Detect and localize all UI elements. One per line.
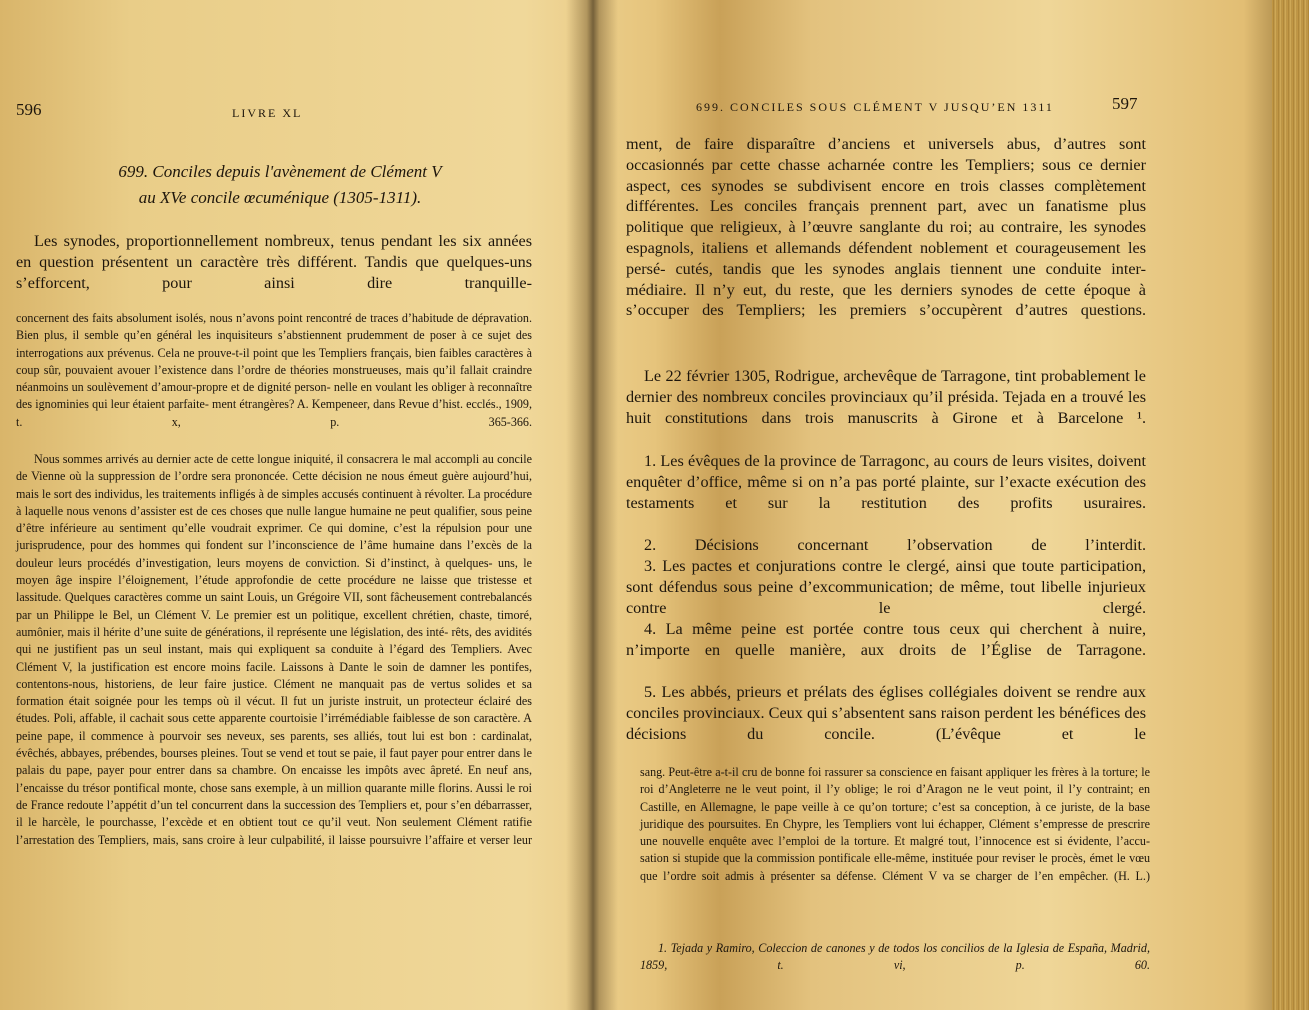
text-line: à nuire, n’importe en quelle manière, aux droits de l’Église de <box>626 620 1147 659</box>
text-line: médiaire. Il n’y eut, du reste, que les derniers synodes de cette <box>626 280 1076 299</box>
text-line: époque à s’occuper des Templiers; les premiers s’occupèrent <box>626 280 1146 320</box>
text-line: de España, Madrid, 1859, t. vi, p. 60. <box>640 941 1150 973</box>
text-line: sanglante du roi; au contraire, les synodes espagnols, italiens <box>626 218 1147 257</box>
page-edges <box>1272 0 1309 1010</box>
text-line: 4. La même peine est portée contre tous ceux qui cherchent <box>644 620 1083 638</box>
text-line: uns, le moyen âge inspire l’éloignement, l’étude approfondie de cette procédure <box>16 555 532 588</box>
paragraph-synodes <box>626 134 1146 342</box>
text-line: historiens, de leur faire justice. Clément ne manquait pas de vertus solides <box>104 676 501 691</box>
text-line: mais il hérite d’une suite de générations, il représente une législation, des inté- <box>67 624 449 639</box>
text-line: fallait craindre néanmoins un soulèvement d’amour-propre et de dignité person- <box>16 362 532 395</box>
text-line: Le 22 février 1305, Rodrigue, archevêque de Tarragone, tint <box>644 367 1037 385</box>
section-title-line2: au XVe concile œcuménique (1305-1311). <box>138 188 422 207</box>
text-line: visites, doivent enquêter d’office, même si on n’a pas porté plainte, <box>626 452 1147 491</box>
text-line: présida. Tejada en a trouvé les huit constitutions dans trois <box>626 387 1146 427</box>
text-line: Nous sommes arrivés au dernier acte de cette longue iniquité, il consacrera le <box>34 452 411 466</box>
text-line: 3. Les pactes et conjurations contre le clergé, ainsi que toute <box>644 557 1055 575</box>
text-line: 1. Tejada y Ramiro, Coleccion de canones y de todos los concilios de la Iglesia <box>658 941 1050 955</box>
text-line: Tarragone. <box>1076 640 1146 659</box>
footnote-continuation-2 <box>16 451 532 866</box>
text-line: nelle en voulant les obliger à reconnaître des ignominies qui leur étaient parfaite- <box>16 380 532 412</box>
right-page <box>600 0 1172 1010</box>
constitution-item-1 <box>626 451 1146 534</box>
text-line: rêts, des avidités qui ne justifient pas un seul instant, mais qui expliquent sa <box>16 624 532 657</box>
text-line: sont occasionnés par cette chasse acharnée contre les Templiers; <box>626 135 1147 174</box>
text-line: sation si stupide que la commission pontificale elle-même, instituée pour <box>640 851 999 866</box>
text-line: cutés, tandis que les synodes anglais tiennent une conduite inter- <box>675 259 1147 278</box>
text-line: profits usuraires. <box>1010 493 1147 512</box>
footnote-1 <box>640 940 1150 992</box>
text-line: sang. Peut-être a-t-il cru de bonne foi rassurer sa conscience en faisant <box>640 765 983 779</box>
footnote-continuation-1 <box>16 310 532 448</box>
text-line: Les synodes, proportionnellement nombreux, tenus pendant les <box>34 232 457 250</box>
text-line: d’habitude de dépravation. Bien plus, il semble qu’en général les inquisiteurs <box>16 311 532 343</box>
text-line: un protecteur éclairé des études. Poli, affable, il cachait sous cette apparente <box>16 694 532 726</box>
text-line: six années en question présentent un caractère très différent. <box>16 232 532 271</box>
text-line: manuscrits à Girone et à Barcelone ¹. <box>847 408 1146 427</box>
text-line: d’autres questions. <box>1015 301 1146 320</box>
text-line: concernent des faits absolument isolés, nous n’avons point rencontré de traces <box>16 311 399 325</box>
text-line: un Grégoire VII, sont fâcheusement contrebalancés par un Philippe le Bel, un <box>16 590 532 622</box>
text-line: ment étrangères? A. Kempeneer, dans Revue d’hist. ecclés., 1909, t. x, p. 365-366. <box>16 397 532 429</box>
text-line: perdent les bénéfices des décisions du concile. (L’évêque et le <box>626 703 1147 743</box>
right-page-number: 597 <box>1112 94 1138 113</box>
text-line: et allemands défendent noblement et courageusement les persé- <box>626 238 1147 278</box>
constitution-item-4 <box>626 619 1146 681</box>
text-line: reviser le procès, émet le vœu que l’ordre soit admis à présenter sa <box>640 851 1150 883</box>
text-line: Cette décision ne nous émeut guère aujourd’hui, mais le sort des individus, les <box>16 469 533 501</box>
text-line: sans croire à leur culpabilité, il laisse poursuivre l’affaire et verser leur <box>182 832 532 847</box>
text-line: mal accompli au concile de Vienne où la suppression de l’ordre sera prononcée. <box>16 452 532 484</box>
right-running-head: 699. CONCILES SOUS CLÉMENT V JUSQU’EN 1311 <box>696 100 1054 114</box>
text-line: 5. Les abbés, prieurs et prélats des églises collégiales doivent se <box>644 683 1071 701</box>
text-line: redoute l’appétit d’un tel concurrent dans la succession des Templiers et, pour <box>67 797 448 812</box>
section-title-line1: 699. Conciles depuis l'avènement de Clément V <box>118 162 442 181</box>
text-line: courtoisie l’irrémédiable faiblesse de son caractère. A peine pape, il commence à <box>16 711 532 743</box>
text-line: fondent sur l’inconscience de l’âme humaine dans l’excès de la douleur leurs <box>16 538 532 570</box>
text-line: rendre aux conciles provinciaux. Ceux qui s’absentent sans raison <box>626 683 1146 722</box>
text-line: et sa formation était soignée pour les temps où il vécut. Il fut un juriste instruit, <box>16 676 532 709</box>
text-line: probablement le dernier des nombreux conciles provinciaux qu’il <box>626 367 1146 406</box>
constitution-item-5 <box>626 682 1146 765</box>
text-line: participation, sont défendus sous peine d’excommunication; de <box>626 557 1147 596</box>
text-line: ne laisse que tristesse et lassitude. Quelques caractères comme un saint Louis, <box>16 573 532 605</box>
text-line: sur l’exacte exécution des testaments et sur la restitution des <box>626 472 1146 512</box>
text-line: laquelle nous venons d’assister est de ces choses que nulle langue humaine ne peut <box>24 503 431 518</box>
text-line: appliquer les frères à la torture; le roi d’Angleterre ne le veut point, il l’y <box>640 765 1150 797</box>
text-line: s’abstiennent prudemment de poser à ce sujet des interrogations aux prévenus. <box>16 328 533 360</box>
text-line: moins facile. Laissons à Dante le soin de damner les pontifes, contentons-nous, <box>16 659 532 691</box>
text-line: défense. Clément V va se charger de l’en empêcher. (H. L.) <box>836 868 1150 883</box>
text-line: oblige; le roi d’Aragon ne le veut point, il l’y contraint; en Castille, en <box>640 782 1150 814</box>
text-line: traitements infligés à de simples accusés continuent à révolter. La procédure à <box>16 486 533 518</box>
left-running-head: LIVRE XL <box>232 106 303 120</box>
text-line: sûr, pouvaient avouer l’existence dans l’ordre de théories monstrueuses, mais qu’il <box>43 362 456 377</box>
text-line: juriste, de la base juridique des poursuites. En Chypre, les Templiers vont <box>640 799 1150 831</box>
text-line: sous ce dernier aspect, ces synodes se subdivisent encore en trois <box>626 155 1146 195</box>
left-page <box>0 0 560 1010</box>
text-line: s’en débarrasser, il le harcèle, le pourchasse, l’excède et en obtient tout ce <box>16 797 532 830</box>
text-line: l’emploi de la torture. Et malgré tout, l’innocence est si évidente, l’accu- <box>778 834 1150 849</box>
text-line: 1. Les évêques de la province de Tarragonc, au cours de leurs <box>644 452 1044 470</box>
text-line: encaisse les impôts avec âpreté. En neuf ans, l’encaisse du trésor pontifical monte, <box>16 763 532 795</box>
text-line: Tandis que quelques-uns s’efforcent, pour ainsi dire tranquille- <box>16 252 533 292</box>
text-line: lui échapper, Clément s’empresse de prescrire une nouvelle enquête avec <box>640 816 1150 849</box>
text-line: procédés d’investigation, leurs moyens de conviction. Si d’instinct, à quelques- <box>87 555 493 570</box>
text-line: 2. Décisions concernant l’observation de l’interdit. <box>644 536 1146 554</box>
text-line: part, avec un fanatisme plus politique que religieux, à l’œuvre <box>626 197 1147 237</box>
text-line: classes complètement différentes. Les conciles français prennent <box>626 176 1146 216</box>
text-line: Ce qui domine, c’est la répulsion pour une jurisprudence, pour des hommes qui <box>16 521 532 553</box>
left-body-paragraph <box>16 231 532 314</box>
text-line: ment, de faire disparaître d’anciens et universels abus, d’autres <box>626 135 1106 153</box>
text-line: qualifier, sous peine d’être inférieure au sentiment qu’elle voudrait exprimer. <box>16 503 532 536</box>
text-line: abbayes, prébendes, bourses pleines. Tout se vend et tout se paie, il faut payer <box>60 746 439 761</box>
text-line: Allemagne, le pape veille à ce qu’on torture; c’est sa conception, à ce <box>700 799 1057 814</box>
text-line: qu’il veut. Non seulement Clément ratifie l’arrestation des Templiers, mais, <box>16 815 532 847</box>
footnote-continuation-3 <box>640 764 1150 902</box>
text-line: conduite à l’égard des Templiers. Avec Clément V, la justification est encore <box>16 642 532 674</box>
text-line: Clément V. Le premier est un politique, excellent chrétien, chaste, timoré, aumônier, <box>16 607 533 639</box>
text-line: même, tout libelle injurieux contre le clergé. <box>626 577 1147 617</box>
text-line: pour entrer dans le palais du pape, payer pour entrer dans sa chambre. On <box>16 746 532 778</box>
text-line: pourvoir ses neveux, ses parents, ses alliés, tout lui est bon : cardinalat, évêchés, <box>16 728 532 761</box>
text-line: chose sans exemple, à un million quarante mille florins. Aussi le roi de France <box>16 780 532 812</box>
text-line: Cela ne prouve-t-il point que les Templiers français, bien faibles caractères à coup <box>16 345 532 377</box>
left-page-number: 596 <box>16 100 42 119</box>
paragraph-tarragone <box>626 366 1146 449</box>
